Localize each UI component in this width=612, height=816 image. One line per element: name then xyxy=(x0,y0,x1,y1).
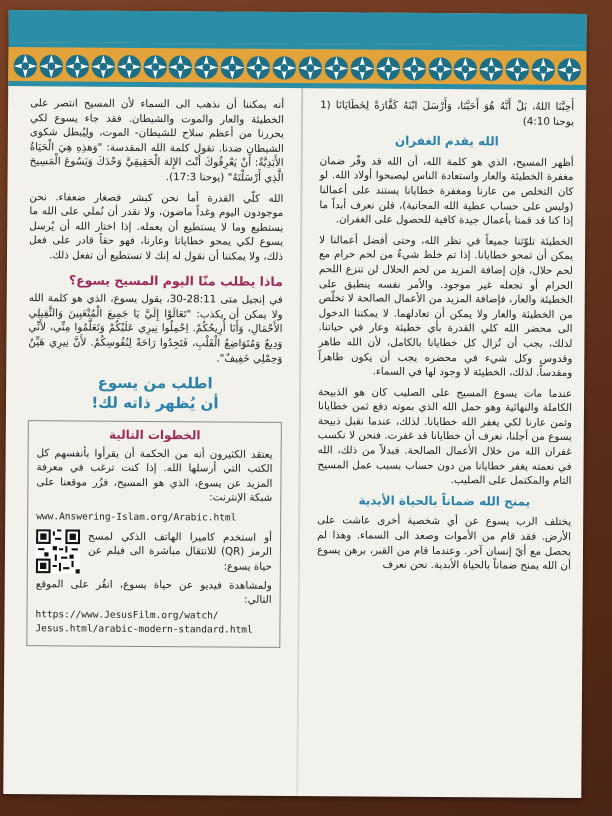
banner-ornament-icon xyxy=(12,53,38,79)
banner-ornament-icon xyxy=(479,56,505,82)
banner-ornament-icon xyxy=(504,56,530,82)
banner-ornament-icon xyxy=(401,56,427,82)
banner-ornament-icon xyxy=(375,56,401,82)
right-column xyxy=(317,98,574,580)
callout-ask-jesus xyxy=(28,372,282,414)
banner-ornament-icon xyxy=(427,56,453,82)
banner-ornament-icon xyxy=(349,55,375,81)
page-fold xyxy=(296,12,303,796)
paragraph-sin: الخطيئة تلوّثنا جميعاً في نظر الله، وحتى أفضل أعمالنا لا يمكن أن تمحو خطايانا. إذا تم خلط شيءٌ من لحم حرام مع لحم حلال، فإن إضافة المزيد من لحم الحلال لن تنزع اللحم الحرام أو تجعله غير موجود. والأمر نفسه ينطبق على الخطيئة والعار، فإضافة المزيد من الأعمال الصالحة لا تخلّص من الخطيئة والعار ولا يمكن أن تعادلهما. لا يمكننا الدخول الى محضر الله كلي القدرة بأي خطيئة وعار في حياتنا. لذلك، يجب أن تُزال كل خطايانا بالكامل، لأن الله طاهر وقدوس وكل شيء في محضره يجب أن يكون طاهراً ومقدساً. لذلك، الخطيئة لا وجود لها في السماء. xyxy=(318,233,574,380)
paragraph-forgiveness: أظهر المسيح، الذي هو كلمة الله، أن الله قد وفّر ضمان مغفرة الخطيئة والعار واستعادة الناس ليصبحوا أولاد الله. لو كان التخلص من عارنا ومغفرة خطايانا يستند على أعمالنا (وليس على حساب عطية الله المجانية)، فلن نعرف أبداً ما إذا كنا قد قمنا بأعمال جيدة كافية للحصول على الغفران. xyxy=(319,154,574,228)
jesus-film-link-1[interactable]: https://www.JesusFilm.org/watch/ xyxy=(35,609,219,622)
qr-code-icon[interactable] xyxy=(36,529,80,573)
banner-teal-strip xyxy=(9,10,587,46)
banner-ornament-icon xyxy=(90,54,116,80)
callout-line-1: اطلب من يسوع xyxy=(97,373,213,393)
qr-instructions: أو استخدم كاميرا الهاتف الذكي لمسح الرمز (QR) للانتقال مباشرة الى فيلم عن حياة يسوع: xyxy=(87,530,273,573)
decorative-banner xyxy=(8,42,586,90)
banner-ornament-icon xyxy=(168,54,194,80)
banner-ornament-icon xyxy=(323,55,349,81)
heading-forgiveness: الله يقدم الغفران xyxy=(394,133,499,149)
paragraph-verse-1john: أَحِبَّنَا اللهُ، بَلْ أَنَّهُ هُوَ أَحَبَّنَا، وَأَرْسَلَ ابْنَهُ كَفَّارَةً لِخَطَايَانَا (1 يوحنا 4:10) xyxy=(320,99,575,128)
paragraph-sacrifice: عندما مات يسوع المسيح على الصليب كان هو الذبيحة الكاملة والنهائية وهو حمل الله الذي بموته دفع ثمن خطايانا وثمن عارنا لكي يغفر الله خطايانا. لذلك، عندما نقبل ذبيحة يسوع من أجلنا، نعرف أن خطايانا قد غفرت. فنحن لا نكسب غفران الله من خلال الأعمال الصالحة. فبدلاً من ذلك، الله في نعمته يغفر خطايانا من دون حساب بسبب عمل المسيح التام والمكتمل على الصليب. xyxy=(317,385,573,488)
ornament-row xyxy=(12,51,582,85)
qr-row xyxy=(36,529,272,575)
banner-ornament-icon xyxy=(38,53,64,79)
paragraph-eternal-life: يختلف الرب يسوع عن أي شخصية أخرى عاشت على الأرض. فقد قام من الأموات وصعد الى السماء. وهذا لم يحصل مع أيّ إنسان آخر. وعندما قام من القبر، برهن يسوع أن الله يمنح ضماناً بالحياة الأبدية. نحن نعرف xyxy=(316,514,572,573)
banner-ornament-icon xyxy=(64,53,90,79)
next-steps-title: الخطوات التالية xyxy=(108,427,201,443)
banner-ornament-icon xyxy=(116,54,142,80)
banner-ornament-icon xyxy=(556,57,582,83)
banner-ornament-icon xyxy=(297,55,323,81)
banner-ornament-icon xyxy=(271,55,297,81)
banner-ornament-icon xyxy=(453,56,479,82)
paragraph-heaven: أنه يمكننا أن نذهب الى السماء لأن المسيح انتصر على الخطيئة والعار والموت والشيطان. فقد جاء يسوع لكي يحررنا من أعظم سلاح للشيطان- الموت، ولِيُبطل شكوى الشيطان ضدنا. تقول كلمة الله المقدسة: "وَهذِهِ هِيَ الْحَيَاةُ الأَبَدِيَّةُ: أَنْ يَعْرِفُوكَ أَنْتَ الإِلهَ الْحَقِيقِيَّ وَحْدَكَ وَيَسُوعَ الْمَسِيحَ الَّذِي أَرْسَلْتَهُ" (يوحنا 17:3). xyxy=(29,97,285,184)
banner-ornament-icon xyxy=(220,54,246,80)
banner-ornament-icon xyxy=(194,54,220,80)
heading-eternal-life: يمنح الله ضماناً بالحياة الأبدية xyxy=(358,493,531,509)
left-column xyxy=(26,96,284,648)
video-instructions: ولمشاهدة فيديو عن حياة يسوع، انقُر على الموقع التالي: xyxy=(35,577,272,607)
next-steps-paragraph: يعتقد الكثيرون أنه من الحكمة أن يقرأوا بأنفسهم كل الكتب التي أرسلها الله. إذا كنت ترغب في معرفة المزيد عن يسوع، الذي هو المسيح، فزُر موقعنا على شبكة الإنترنت: xyxy=(36,446,273,505)
banner-ornament-icon xyxy=(142,54,168,80)
paragraph-almighty: الله كلّي القدرة أما نحن كبشر فصغار ضعفاء. نحن موجودون اليوم وغداً ماضون، ولا نقدر أن نُملي على الله ما يستطيع وما لا يستطيع أن يعمله. إذا اختار الله أن يُرسل يسوع لكي يمحو خطايانا وعارنا، فهو حقاً قادر على فعل ذلك، ولا يمكننا أن نقول له إنك لا تستطيع أن تفعل ذلك. xyxy=(29,190,284,263)
next-steps-box xyxy=(26,420,282,648)
jesus-film-link-2[interactable]: Jesus.html/arabic-modern-standard.html xyxy=(35,623,253,637)
tract-page xyxy=(3,10,586,798)
banner-ornament-icon xyxy=(530,57,556,83)
heading-what-jesus-asks: ماذا يطلب منّا اليوم المسيح يسوع؟ xyxy=(68,271,283,289)
answering-islam-link[interactable]: www.Answering-Islam.org/Arabic.html xyxy=(36,511,237,524)
banner-ornament-icon xyxy=(245,55,271,81)
paragraph-matthew: في إنجيل متى 28:11-30، يقول يسوع، الذي هو كلمة الله ولا يمكن أن يكذب: "تَعَالَوْا إِلَيَّ يَا جَمِيعَ الْمُتْعَبِينَ وَالثَّقِيلِي الأَحْمَالِ، وَأَنَا أُرِيحُكُمْ. اِحْمِلُوا نِيرِي عَلَيْكُمْ وَتَعَلَّمُوا مِنِّي، لأَنِّي وَدِيعٌ وَمُتَوَاضِعُ الْقَلْبِ، فَتَجِدُوا رَاحَةً لِنُفُوسِكُمْ. لأَنَّ نِيرِي هَيِّنٌ وَحِمْلِي خَفِيفٌ". xyxy=(28,292,283,365)
callout-line-2: أن يُظهر ذاته لك! xyxy=(91,393,219,413)
